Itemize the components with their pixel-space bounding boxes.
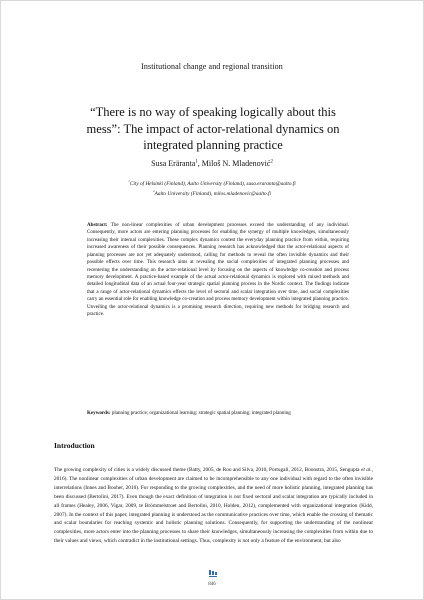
abstract-label: Abstract: — [87, 222, 108, 228]
affiliation-2-text: Aalto University (Finland), milos.mladenovic@aalto.fi — [154, 190, 271, 197]
affiliation-1 — [1, 179, 423, 187]
running-header: Institutional change and regional transition — [141, 62, 283, 71]
title-line-1: “There is no way of speaking logically about this — [90, 105, 336, 119]
paper-title — [53, 104, 373, 154]
affiliation-2-mark: 2 — [153, 189, 155, 193]
section-heading-introduction: Introduction — [54, 441, 95, 450]
intro-text-part-2: , 2016). The nonlinear complexities of urban development are claimed to be incomprehensible to any one individual with regard to the often invisible interrelations (Innes and Booher, 2010). For responding to the growing complexities, and the need of more holistic planning, integrated planning has been discussed (Bertolini, 2017). Even though the exact definition of integration is not fixed sectoral and scalar integration are typically included in all frames (Healey, 2006, Vigar, 2009, te Brömmelstroet and Bertolini, 2010, Holden, 2012), complemented with organizational integration (Kidd, 2007). In the context of this paper, integrated planning is understood as the communicative practices over time, which enable the crossing of thematic and scalar boundaries for reaching systemic and holistic planning solutions. Consequently, for supporting the understanding of the nonlinear complexities, more actors enter into the planning processes to share their knowledges, simultaneously increasing the complexities from within due to their values and views, which contradict in the institutional settings. Thus, complexity is not only a feature of the environment, but also — [54, 467, 374, 545]
keywords — [87, 410, 349, 417]
introduction-paragraph — [54, 466, 373, 546]
affiliation-1-mark: 1 — [128, 179, 130, 183]
keywords-label: Keywords: — [87, 410, 111, 416]
affiliation-1-text: City of Helsinki (Finland), Aalto University (Finland), susa.eraranta@aalto.fi — [129, 180, 296, 187]
abstract — [87, 222, 349, 318]
intro-et-al: et al. — [360, 467, 372, 473]
affiliation-2 — [1, 189, 423, 197]
author-1-affiliation-mark: 1 — [195, 159, 198, 165]
page-number: 846 — [208, 582, 216, 587]
author-2-name: Miloš N. Mladenović — [201, 159, 271, 168]
abstract-text: The non-linear complexities of urban development processes exceed the understanding of any individual. Consequently, more actors are entering planning processes for enabling the synergy of multiple knowledges, simultaneously increasing their internal complexities. These complex dynamics contest the everyday planning practice from within, requiring increased awareness of their possible consequences. Planning research has acknowledged that the actor-relational aspects of planning processes are not yet adequately understood, calling for methods to reveal the often invisible dynamics and their possible effects over time. This research aims at revealing the social complexities of integrated planning processes and recentering the understanding on the actor-relational level by focusing on the aspects of knowledge co-creation and process memory development. A practice-based example of the actual actor-relational dynamics is explored with mixed methods and detailed longitudinal data of an actual four-year strategic spatial planning process in the Nordic context. The findings indicate that a range of actor-relational dynamics effects the level of sectoral and scalar integration over time, and social complexities carry an essential role for enabling knowledge co-creation and process memory development within integrated planning practice. Unveiling the actor-relational dynamics is a promising research direction, requiring new methods for bridging research and practice. — [87, 222, 349, 318]
author-1-name: Susa Eräranta — [151, 159, 196, 168]
conference-logo-icon — [207, 569, 219, 581]
title-line-3: integrated planning practice — [143, 138, 283, 152]
author-line — [1, 159, 423, 168]
intro-text-part-1: The growing complexity of cities is a widely discussed theme (Batty, 2005, de Roo and Silva, 2010, Portugali, 2012, Boonstra, 2015, Sengupta — [54, 467, 361, 473]
author-2-affiliation-mark: 2 — [270, 159, 273, 165]
author-separator: , — [197, 159, 202, 168]
keywords-text: planning practice; organizational learning; strategic spatial planning; integrated planning — [110, 410, 291, 416]
title-line-2: mess”: The impact of actor-relational dynamics on — [86, 121, 340, 136]
